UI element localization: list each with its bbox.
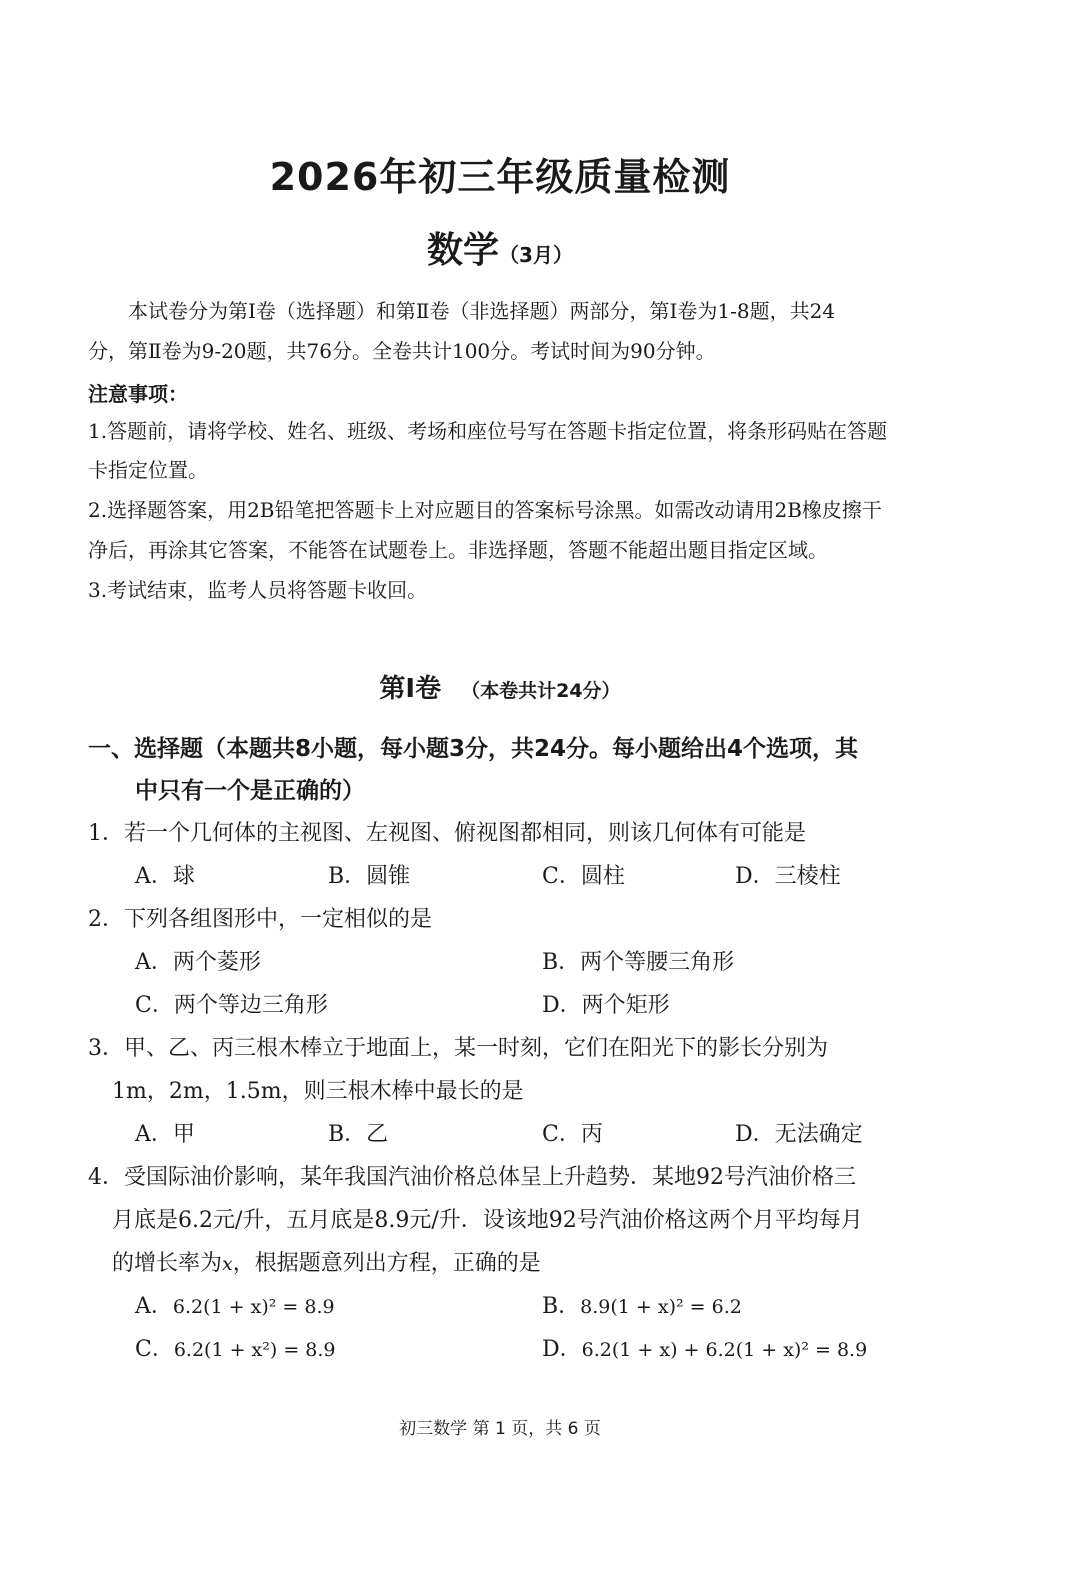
question-1-option-c: C．圆柱 xyxy=(542,864,625,889)
question-4-option-c-formula: 6.2(1 + x²) = 8.9 xyxy=(173,1339,336,1361)
notice-item-2-line-1: 2.选择题答案，用2B铅笔把答题卡上对应题目的答案标号涂黑。如需改动请用2B橡皮擦干 xyxy=(88,498,882,522)
question-2-option-d: D．两个矩形 xyxy=(542,993,670,1018)
question-3-option-c: C．丙 xyxy=(542,1122,603,1147)
question-4-option-b xyxy=(542,1286,742,1328)
question-4-option-c xyxy=(135,1329,336,1371)
exam-title: 2026年初三年级质量检测 xyxy=(269,155,731,199)
question-1-option-b: B．圆锥 xyxy=(328,864,411,889)
question-2-option-a: A．两个菱形 xyxy=(135,950,261,975)
question-4-option-a-formula: 6.2(1 + x)² = 8.9 xyxy=(172,1296,335,1318)
question-4-option-a-label: A． xyxy=(135,1294,173,1319)
question-4-stem-line-1: 4．受国际油价影响，某年我国汽油价格总体呈上升趋势．某地92号汽油价格三 xyxy=(88,1165,856,1190)
notice-heading: 注意事项： xyxy=(88,382,188,406)
question-4-option-a xyxy=(135,1286,335,1328)
notice-item-2-line-2: 净后，再涂其它答案，不能答在试题卷上。非选择题，答题不能超出题目指定区域。 xyxy=(88,538,828,562)
subject-month: （3月） xyxy=(499,243,573,267)
part-1-heading-line-1: 一、选择题（本题共8小题，每小题3分，共24分。每小题给出4个选项，其 xyxy=(88,736,859,762)
question-3-option-d: D．无法确定 xyxy=(735,1122,863,1147)
question-4-option-d-formula: 6.2(1 + x) + 6.2(1 + x)² = 8.9 xyxy=(581,1339,868,1361)
question-4-stem-line-3-pre: 的增长率为 xyxy=(112,1251,223,1276)
question-2-stem: 2．下列各组图形中，一定相似的是 xyxy=(88,907,432,932)
notice-item-1-line-1: 1.答题前，请将学校、姓名、班级、考场和座位号写在答题卡指定位置，将条形码贴在答题 xyxy=(88,419,888,443)
question-4-stem-line-3-post: ，根据题意列出方程，正确的是 xyxy=(232,1251,541,1276)
subject-name: 数学 xyxy=(427,230,500,271)
section-name: 第Ⅰ卷 xyxy=(379,674,442,704)
question-3-option-a: A．甲 xyxy=(135,1122,195,1147)
question-1-stem: 1．若一个几何体的主视图、左视图、俯视图都相同，则该几何体有可能是 xyxy=(88,821,806,846)
question-1-option-a: A．球 xyxy=(135,864,195,889)
page-footer: 初三数学 第 1 页，共 6 页 xyxy=(399,1419,601,1439)
question-3-stem-line-1: 3．甲、乙、丙三根木棒立于地面上，某一时刻，它们在阳光下的影长分别为 xyxy=(88,1036,828,1061)
section-score-note: （本卷共计24分） xyxy=(461,680,621,702)
question-3-stem-line-2: 1m，2m，1.5m，则三根木棒中最长的是 xyxy=(112,1079,524,1104)
section-title xyxy=(0,668,1000,705)
question-3-option-b: B．乙 xyxy=(328,1122,389,1147)
question-1-option-d: D．三棱柱 xyxy=(735,864,841,889)
notice-item-1-line-2: 卡指定位置。 xyxy=(88,458,208,482)
question-4-option-d xyxy=(542,1329,867,1371)
notice-item-3: 3.考试结束，监考人员将答题卡收回。 xyxy=(88,578,428,602)
question-4-stem-line-3 xyxy=(112,1243,541,1285)
question-4-option-b-formula: 8.9(1 + x)² = 6.2 xyxy=(580,1296,742,1318)
question-4-option-b-label: B． xyxy=(542,1294,581,1319)
intro-line-2: 分，第Ⅱ卷为9-20题，共76分。全卷共计100分。考试时间为90分钟。 xyxy=(88,339,716,363)
part-1-heading-line-2: 中只有一个是正确的） xyxy=(135,778,365,804)
question-4-stem-line-2: 月底是6.2元/升，五月底是8.9元/升．设该地92号汽油价格这两个月平均每月 xyxy=(112,1208,863,1233)
question-2-option-c: C．两个等边三角形 xyxy=(135,993,328,1018)
intro-line-1: 本试卷分为第Ⅰ卷（选择题）和第Ⅱ卷（非选择题）两部分，第Ⅰ卷为1-8题，共24 xyxy=(128,299,836,323)
question-4-option-d-label: D． xyxy=(542,1337,582,1362)
variable-x: x xyxy=(222,1253,233,1275)
question-2-option-b: B．两个等腰三角形 xyxy=(542,950,735,975)
question-4-option-c-label: C． xyxy=(135,1337,174,1362)
exam-subject xyxy=(0,222,1000,273)
